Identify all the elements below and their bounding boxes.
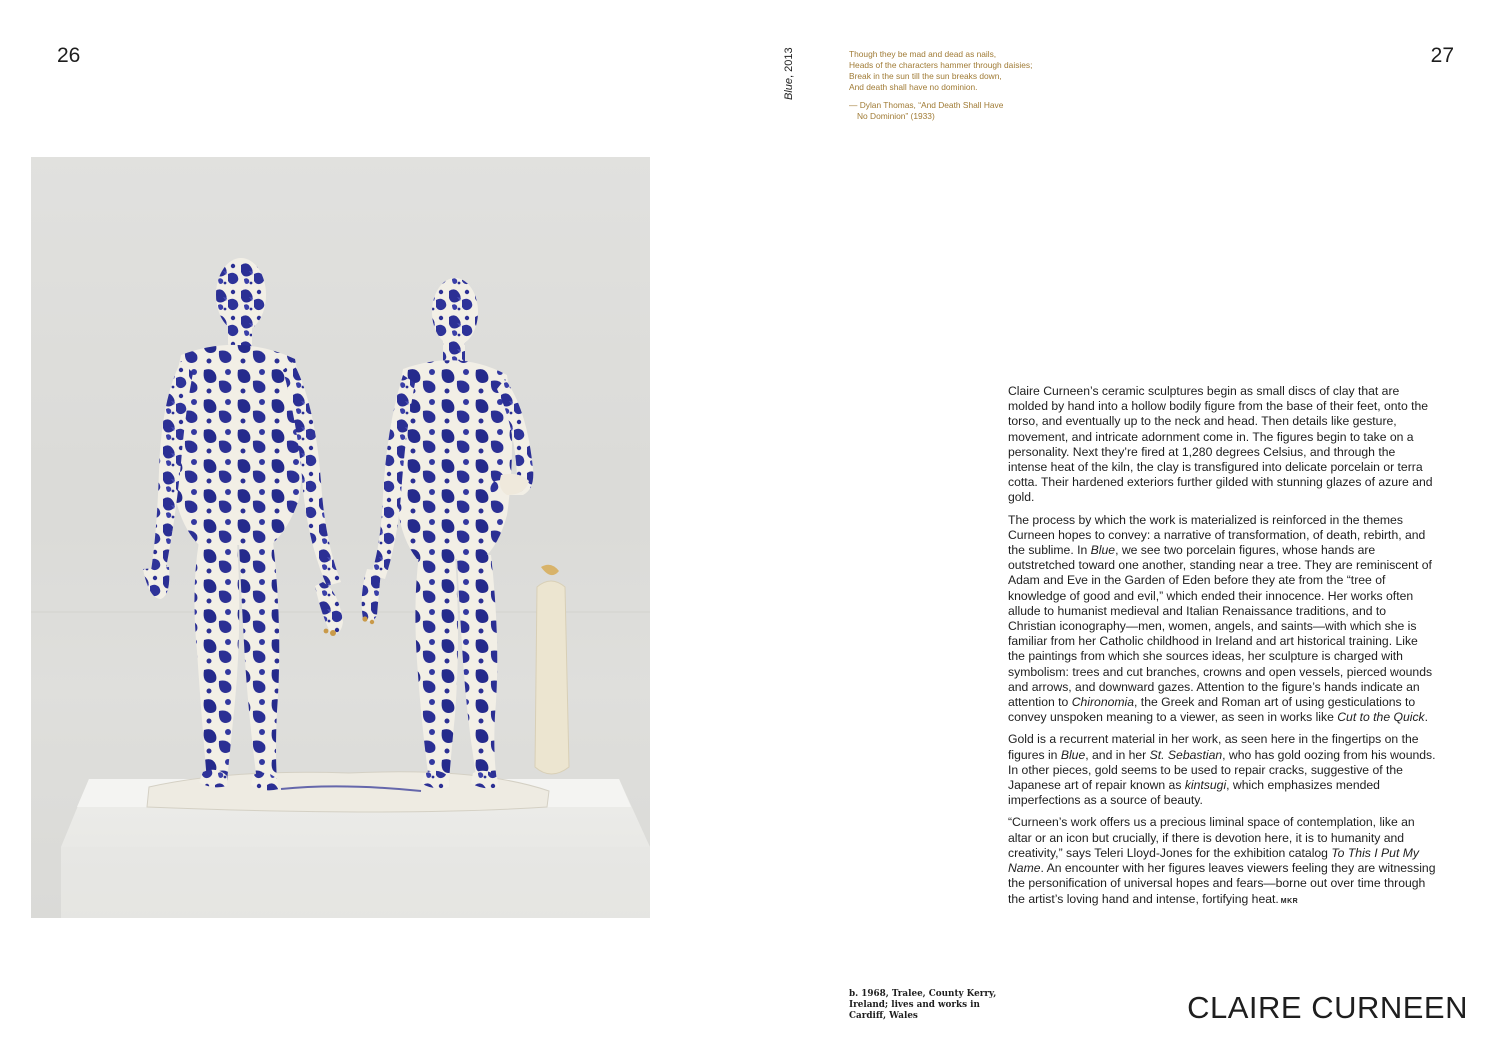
body-paragraph: [1008, 732, 1436, 808]
text-run: Claire Curneen’s ceramic sculptures begin as small discs of clay that are molded by hand into a hollow bodily figure from the base of their feet, onto the torso, and eventually up to the neck and head. Then details like gesture, movement, and intricate adornment come in. The figures begin to take on a personality. Next they’re fired at 1,280 degrees Celsius, and through the intense heat of the kiln, the clay is transfigured into delicate porcelain or terra cotta. Their hardened exteriors further gilded with stunning glazes of azure and gold.: [1008, 384, 1433, 505]
body-paragraph: [1008, 384, 1436, 506]
text-run: Gold is a recurrent material in her work, as seen here in the fingertips on the figures in: [1008, 732, 1419, 762]
body-paragraph: [1008, 513, 1436, 726]
right-page-number: 27: [1430, 44, 1454, 67]
left-page-number: 26: [57, 44, 81, 67]
epigraph-line: Break in the sun till the sun breaks down,: [849, 71, 1002, 81]
artwork-title: Blue: [783, 77, 795, 100]
catalog-title-ref: To This I Put My Name: [1008, 845, 1419, 876]
artwork-caption: [783, 48, 803, 100]
artwork-title-ref: Blue: [1090, 543, 1116, 558]
epigraph-attribution: [849, 100, 1089, 122]
attribution-line: — Dylan Thomas, “And Death Shall Have: [849, 100, 1004, 110]
body-paragraph: [1008, 815, 1436, 908]
text-run: , who has gold oozing from his wounds. In other pieces, gold seems to be used to repair cracks, suggestive of the Japanese art of repair known as: [1008, 747, 1436, 793]
artwork-title-ref: Blue: [1060, 747, 1086, 762]
artist-name-heading: CLAIRE CURNEEN: [1187, 990, 1468, 1025]
author-initials: MKR: [1280, 897, 1299, 905]
text-run: . An encounter with her figures leaves viewers feeling they are witnessing the personification of universal hopes and fears—borne out over time through the artist’s loving hand and intense, fortifying heat.: [1008, 861, 1436, 906]
artwork-title-ref: Cut to the Quick: [1337, 710, 1425, 725]
epigraph-line: And death shall have no dominion.: [849, 82, 978, 92]
epigraph-line: Though they be mad and dead as nails,: [849, 49, 997, 59]
text-run: “Curneen’s work offers us a precious liminal space of contemplation, like an altar or an icon but crucially, if there is devotion here, it is to humanity and creativity,” says Teleri Lloyd-Jones for the exhibition catalog: [1008, 815, 1415, 860]
artwork-photograph: [31, 157, 650, 918]
artwork-year: , 2013: [783, 47, 795, 78]
attribution-line: No Dominion” (1933): [857, 111, 935, 121]
text-run: , we see two porcelain figures, whose hands are outstretched toward one another, standing near a tree. They are reminiscent of Adam and Eve in the Garden of Eden before they ate from the “tree of knowledge of good and evil,” which ended their innocence. Her works often allude to humanist medieval and Italian Renaissance traditions, and to Christian iconography—men, women, angels, and saints—with which she is familiar from her Catholic childhood in Ireland and art historical training. Like the paintings from which she sources ideas, her sculpture is charged with symbolism: trees and cut branches, crowns and open vessels, pierced wounds and arrows, and downward gazes. Attention to the figure’s hands indicate an attention to: [1008, 543, 1433, 710]
article-body: [1008, 384, 1436, 916]
text-run: , and in her: [1085, 747, 1150, 762]
text-run: The process by which the work is materialized is reinforced in the themes Curneen hopes to convey: a narrative of transformation, of death, rebirth, and the sublime. In: [1008, 512, 1426, 558]
term-ref: kintsugi: [1184, 778, 1227, 793]
term-ref: Chironomia: [1071, 695, 1135, 710]
epigraph: [849, 49, 1089, 122]
text-run: , which emphasizes mended imperfections as a source of beauty.: [1008, 778, 1380, 808]
sculpture-illustration: [31, 157, 650, 918]
epigraph-line: Heads of the characters hammer through daisies;: [849, 60, 1033, 70]
text-run: .: [1424, 710, 1429, 725]
text-run: , the Greek and Roman art of using gesticulations to convey unspoken meaning to a viewer, as seen in works like: [1008, 695, 1416, 725]
artist-bio: b. 1968, Tralee, County Kerry, Ireland; lives and works in Cardiff, Wales: [849, 989, 997, 1021]
artwork-title-ref: St. Sebastian: [1149, 747, 1223, 762]
